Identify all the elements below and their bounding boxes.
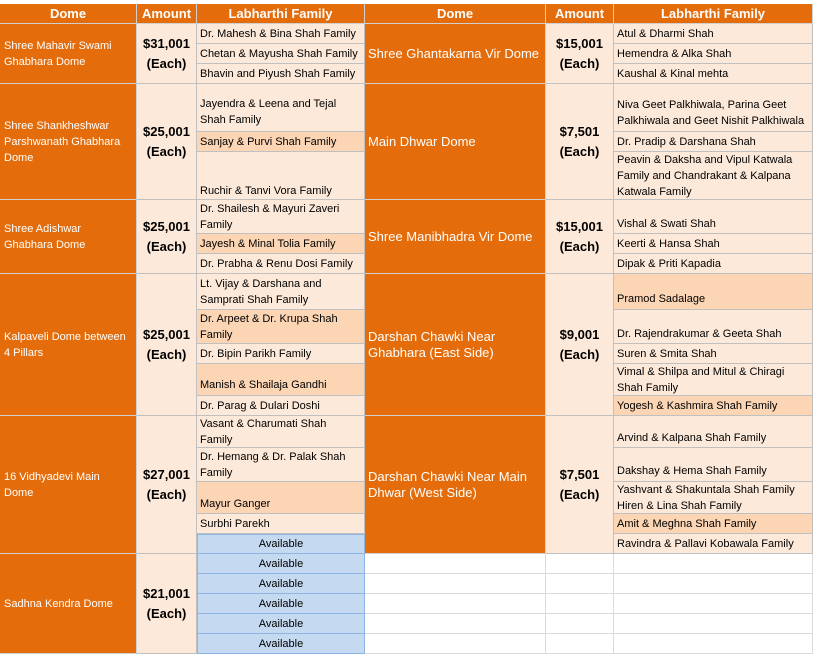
empty-cell — [546, 574, 614, 594]
empty-cell — [614, 594, 813, 614]
family-row: Suren & Smita Shah — [614, 344, 813, 364]
amount-value: $7,501 — [559, 123, 600, 139]
empty-cell — [546, 594, 614, 614]
family-row: Surbhi Parekh — [197, 514, 365, 534]
amount-cell — [137, 554, 197, 654]
available-slot: Available — [197, 594, 365, 614]
header-dome: Dome — [0, 4, 137, 24]
empty-cell — [365, 634, 546, 654]
family-row: Ravindra & Pallavi Kobawala Family — [614, 534, 813, 554]
amount-each: (Each) — [146, 486, 187, 502]
family-row: Chetan & Mayusha Shah Family — [197, 44, 365, 64]
amount-value: $31,001 — [143, 35, 190, 51]
dome-name: Kalpaveli Dome between 4 Pillars — [0, 274, 137, 416]
family-row: Dr. Prabha & Renu Dosi Family — [197, 254, 365, 274]
empty-cell — [546, 614, 614, 634]
header-family-2: Labharthi Family — [614, 4, 813, 24]
family-row: Manish & Shailaja Gandhi — [197, 364, 365, 396]
dome-name: Shree Adishwar Ghabhara Dome — [0, 200, 137, 274]
dome-name: Sadhna Kendra Dome — [0, 554, 137, 654]
available-slot: Available — [197, 534, 365, 554]
family-row: Hemendra & Alka Shah — [614, 44, 813, 64]
empty-cell — [365, 554, 546, 574]
header-amount-2: Amount — [546, 4, 614, 24]
amount-cell — [546, 24, 614, 84]
amount-each: (Each) — [146, 238, 187, 254]
amount-each: (Each) — [146, 55, 187, 71]
dome-name: Darshan Chawki Near Ghabhara (East Side) — [365, 274, 546, 416]
dome-name: 16 Vidhyadevi Main Dome — [0, 416, 137, 554]
amount-value: $25,001 — [143, 123, 190, 139]
family-row: Amit & Meghna Shah Family — [614, 514, 813, 534]
family-row: Jayesh & Minal Tolia Family — [197, 234, 365, 254]
amount-each: (Each) — [559, 55, 600, 71]
amount-each: (Each) — [559, 486, 600, 502]
family-row: Mayur Ganger — [197, 482, 365, 514]
amount-cell — [546, 274, 614, 416]
family-row: Dr. Bipin Parikh Family — [197, 344, 365, 364]
empty-cell — [614, 554, 813, 574]
header-family: Labharthi Family — [197, 4, 365, 24]
amount-cell — [546, 84, 614, 200]
family-row: Vishal & Swati Shah — [614, 200, 813, 234]
amount-value: $9,001 — [559, 326, 600, 342]
empty-cell — [546, 554, 614, 574]
family-row: Yashvant & Shakuntala Shah Family Hiren & Lina Shah Family — [614, 482, 813, 514]
dome-name: Main Dhwar Dome — [365, 84, 546, 200]
family-row: Dr. Arpeet & Dr. Krupa Shah Family — [197, 310, 365, 344]
family-row: Atul & Dharmi Shah — [614, 24, 813, 44]
family-row: Dr. Mahesh & Bina Shah Family — [197, 24, 365, 44]
family-row: Keerti & Hansa Shah — [614, 234, 813, 254]
family-row: Sanjay & Purvi Shah Family — [197, 132, 365, 152]
empty-cell — [546, 634, 614, 654]
amount-value: $15,001 — [556, 218, 603, 234]
available-slot: Available — [197, 614, 365, 634]
dome-name: Shree Ghantakarna Vir Dome — [365, 24, 546, 84]
available-slot: Available — [197, 634, 365, 654]
empty-cell — [365, 594, 546, 614]
family-row: Vimal & Shilpa and Mitul & Chiragi Shah Family — [614, 364, 813, 396]
amount-cell — [546, 416, 614, 554]
family-row: Bhavin and Piyush Shah Family — [197, 64, 365, 84]
dome-name: Shree Manibhadra Vir Dome — [365, 200, 546, 274]
dome-name: Shree Mahavir Swami Ghabhara Dome — [0, 24, 137, 84]
amount-cell — [546, 200, 614, 274]
family-row: Dipak & Priti Kapadia — [614, 254, 813, 274]
amount-cell — [137, 274, 197, 416]
amount-each: (Each) — [559, 346, 600, 362]
family-row: Dakshay & Hema Shah Family — [614, 448, 813, 482]
family-row: Ruchir & Tanvi Vora Family — [197, 152, 365, 200]
family-row: Dr. Shailesh & Mayuri Zaveri Family — [197, 200, 365, 234]
amount-each: (Each) — [559, 238, 600, 254]
family-row: Dr. Rajendrakumar & Geeta Shah — [614, 310, 813, 344]
amount-cell — [137, 24, 197, 84]
amount-each: (Each) — [146, 605, 187, 621]
empty-cell — [614, 574, 813, 594]
amount-value: $25,001 — [143, 218, 190, 234]
family-row: Pramod Sadalage — [614, 274, 813, 310]
amount-cell — [137, 200, 197, 274]
amount-cell — [137, 84, 197, 200]
family-row: Arvind & Kalpana Shah Family — [614, 416, 813, 448]
header-amount: Amount — [137, 4, 197, 24]
amount-each: (Each) — [559, 143, 600, 159]
amount-value: $25,001 — [143, 326, 190, 342]
available-slot: Available — [197, 574, 365, 594]
amount-cell — [137, 416, 197, 554]
family-row: Lt. Vijay & Darshana and Samprati Shah Family — [197, 274, 365, 310]
family-row: Dr. Pradip & Darshana Shah — [614, 132, 813, 152]
amount-each: (Each) — [146, 346, 187, 362]
amount-value: $27,001 — [143, 466, 190, 482]
dome-name: Darshan Chawki Near Main Dhwar (West Side) — [365, 416, 546, 554]
empty-cell — [614, 614, 813, 634]
amount-value: $21,001 — [143, 585, 190, 601]
family-row: Yogesh & Kashmira Shah Family — [614, 396, 813, 416]
header-dome-2: Dome — [365, 4, 546, 24]
family-row: Dr. Parag & Dulari Doshi — [197, 396, 365, 416]
empty-cell — [614, 634, 813, 654]
available-slot: Available — [197, 554, 365, 574]
family-row: Peavin & Daksha and Vipul Katwala Family and Chandrakant & Kalpana Katwala Family — [614, 152, 813, 200]
family-row: Niva Geet Palkhiwala, Parina Geet Palkhiwala and Geet Nishit Palkhiwala — [614, 84, 813, 132]
amount-each: (Each) — [146, 143, 187, 159]
empty-cell — [365, 614, 546, 634]
family-row: Dr. Hemang & Dr. Palak Shah Family — [197, 448, 365, 482]
family-row: Kaushal & Kinal mehta — [614, 64, 813, 84]
dome-name: Shree Shankheshwar Parshwanath Ghabhara Dome — [0, 84, 137, 200]
empty-cell — [365, 574, 546, 594]
amount-value: $7,501 — [559, 466, 600, 482]
amount-value: $15,001 — [556, 35, 603, 51]
family-row: Jayendra & Leena and Tejal Shah Family — [197, 84, 365, 132]
family-row: Vasant & Charumati Shah Family — [197, 416, 365, 448]
